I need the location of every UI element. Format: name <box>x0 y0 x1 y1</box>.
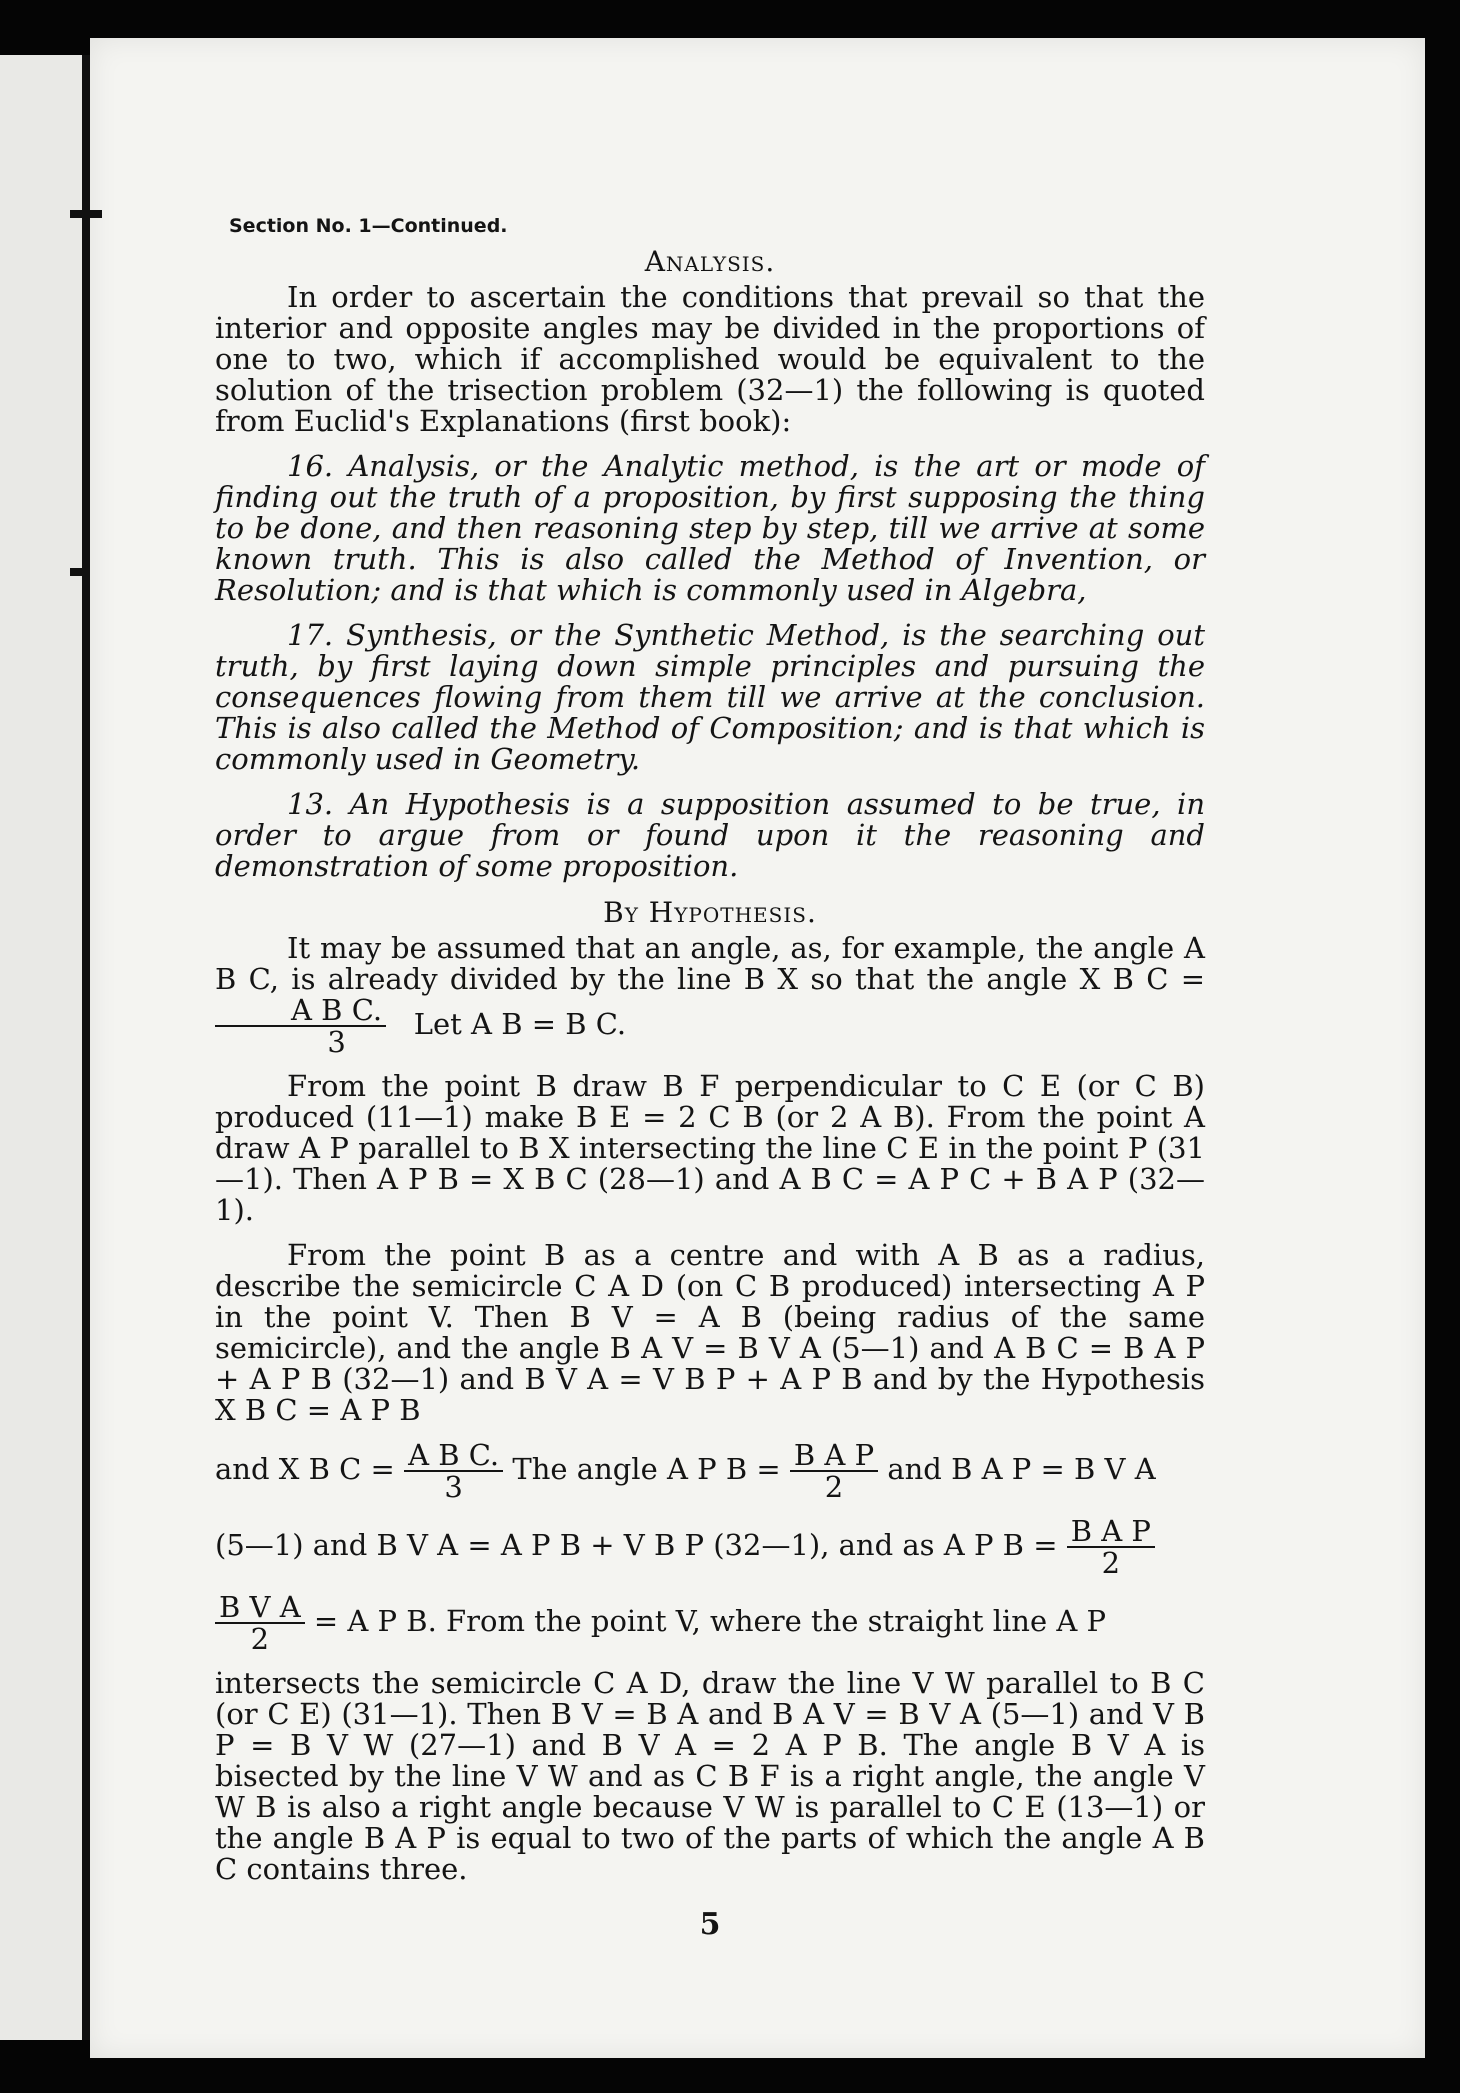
equation-line-1 <box>215 1440 1205 1502</box>
fraction-bap-over-2 <box>790 1440 878 1502</box>
definition-16: 16. Analysis, or the Analytic method, is the art or mode of finding out the truth of a proposition, by first supposing the thing to be done, and then reasoning step by step, till we arrive at some known truth. This is also called the Method of Invention, or Resolution; and is that which is commonly used in Algebra, <box>215 449 1205 607</box>
centre-paragraph: From the point B as a centre and with A B as a radius, describe the semicircle C A D (on C B produced) intersecting A P in the point V. Then B V = A B (being radius of the same semicircle), and the angle B A V = B V A (5—1) and A B C = B A P + A P B (32—1) and B V A = V B P + A P B and by the Hypothesis X B C = A P B <box>215 1238 1205 1427</box>
hypothesis-paragraph <box>215 933 1205 1057</box>
fraction-numerator: B V A <box>215 1592 305 1624</box>
hypothesis-let: Let A B = B C. <box>413 1007 627 1041</box>
fraction-numerator: B A P <box>1067 1516 1155 1548</box>
hypothesis-text: It may be assumed that an angle, as, for example, the angle A B C, is already divided by the line B X so that the angle X B C = <box>215 931 1205 996</box>
equation-text: The angle A P B = <box>512 1452 781 1486</box>
fraction-denominator: 3 <box>444 1470 463 1504</box>
fraction-denominator: 2 <box>1101 1546 1121 1580</box>
final-paragraph: intersects the semicircle C A D, draw the line V W parallel to B C (or C E) (31—1). Then B V = B A and B A V = B V A (5—1) and V B P = B V W (27—1) and B V A = 2 A P B. The angle B V A is bisected by the line V W and as C B F is a right angle, the angle V W B is also a right angle because V W is parallel to C E (13—1) or the angle B A P is equal to two of the parts of which the angle A B C contains three. <box>215 1666 1205 1886</box>
fraction-bap-over-2 <box>1067 1516 1155 1578</box>
definition-17: 17. Synthesis, or the Synthetic Method, is the searching out truth, by first laying down simple principles and pursuing the consequences flowing from them till we arrive at the conclusion. This is also called the Method of Composition; and is that which is commonly used in Geometry. <box>215 618 1205 776</box>
margin-mark <box>70 210 102 218</box>
construction-paragraph: From the point B draw B F perpendicular to C E (or C B) produced (11—1) make B E = 2 C B (or 2 A B). From the point A draw A P parallel to B X intersecting the line C E in the point P (31—1). Then A P B = X B C (28—1) and A B C = A P C + B A P (32—1). <box>215 1069 1205 1227</box>
equation-text: and B A P = B V A <box>887 1452 1156 1486</box>
equation-line-3 <box>215 1592 1205 1654</box>
fraction-numerator: B A P <box>790 1440 878 1472</box>
heading-hypothesis: By Hypothesis. <box>603 896 817 929</box>
fraction-bva-over-2 <box>215 1592 305 1654</box>
section-label: Section No. 1—Continued. <box>229 215 508 237</box>
heading-analysis: Analysis. <box>644 245 776 278</box>
book-spine <box>82 55 90 2040</box>
page-number: 5 <box>699 1907 721 1942</box>
fraction-abc-over-3 <box>215 995 386 1057</box>
fraction-abc-over-3 <box>404 1440 503 1502</box>
definition-13: 13. An Hypothesis is a supposition assumed to be true, in order to argue from or found upon it the reasoning and demonstration of some proposition. <box>215 787 1205 883</box>
fraction-numerator: A B C. <box>404 1440 503 1472</box>
margin-mark <box>70 568 84 576</box>
fraction-denominator: 2 <box>824 1470 844 1504</box>
facing-page-edge <box>0 55 88 2040</box>
equation-line-2 <box>215 1516 1205 1578</box>
fraction-denominator: 3 <box>327 1025 346 1059</box>
equation-text: and X B C = <box>215 1452 395 1486</box>
equation-text: = A P B. From the point V, where the straight line A P <box>313 1604 1107 1638</box>
page-content <box>215 215 1205 1942</box>
fraction-numerator: A B C. <box>215 995 386 1027</box>
intro-paragraph: In order to ascertain the conditions that prevail so that the interior and opposite angles may be divided in the proportions of one to two, which if accomplished would be equivalent to the solution of the trisection problem (32—1) the following is quoted from Euclid's Explanations (first book): <box>215 280 1205 438</box>
fraction-denominator: 2 <box>250 1622 270 1656</box>
equation-text: (5—1) and B V A = A P B + V B P (32—1), and as A P B = <box>215 1528 1058 1562</box>
